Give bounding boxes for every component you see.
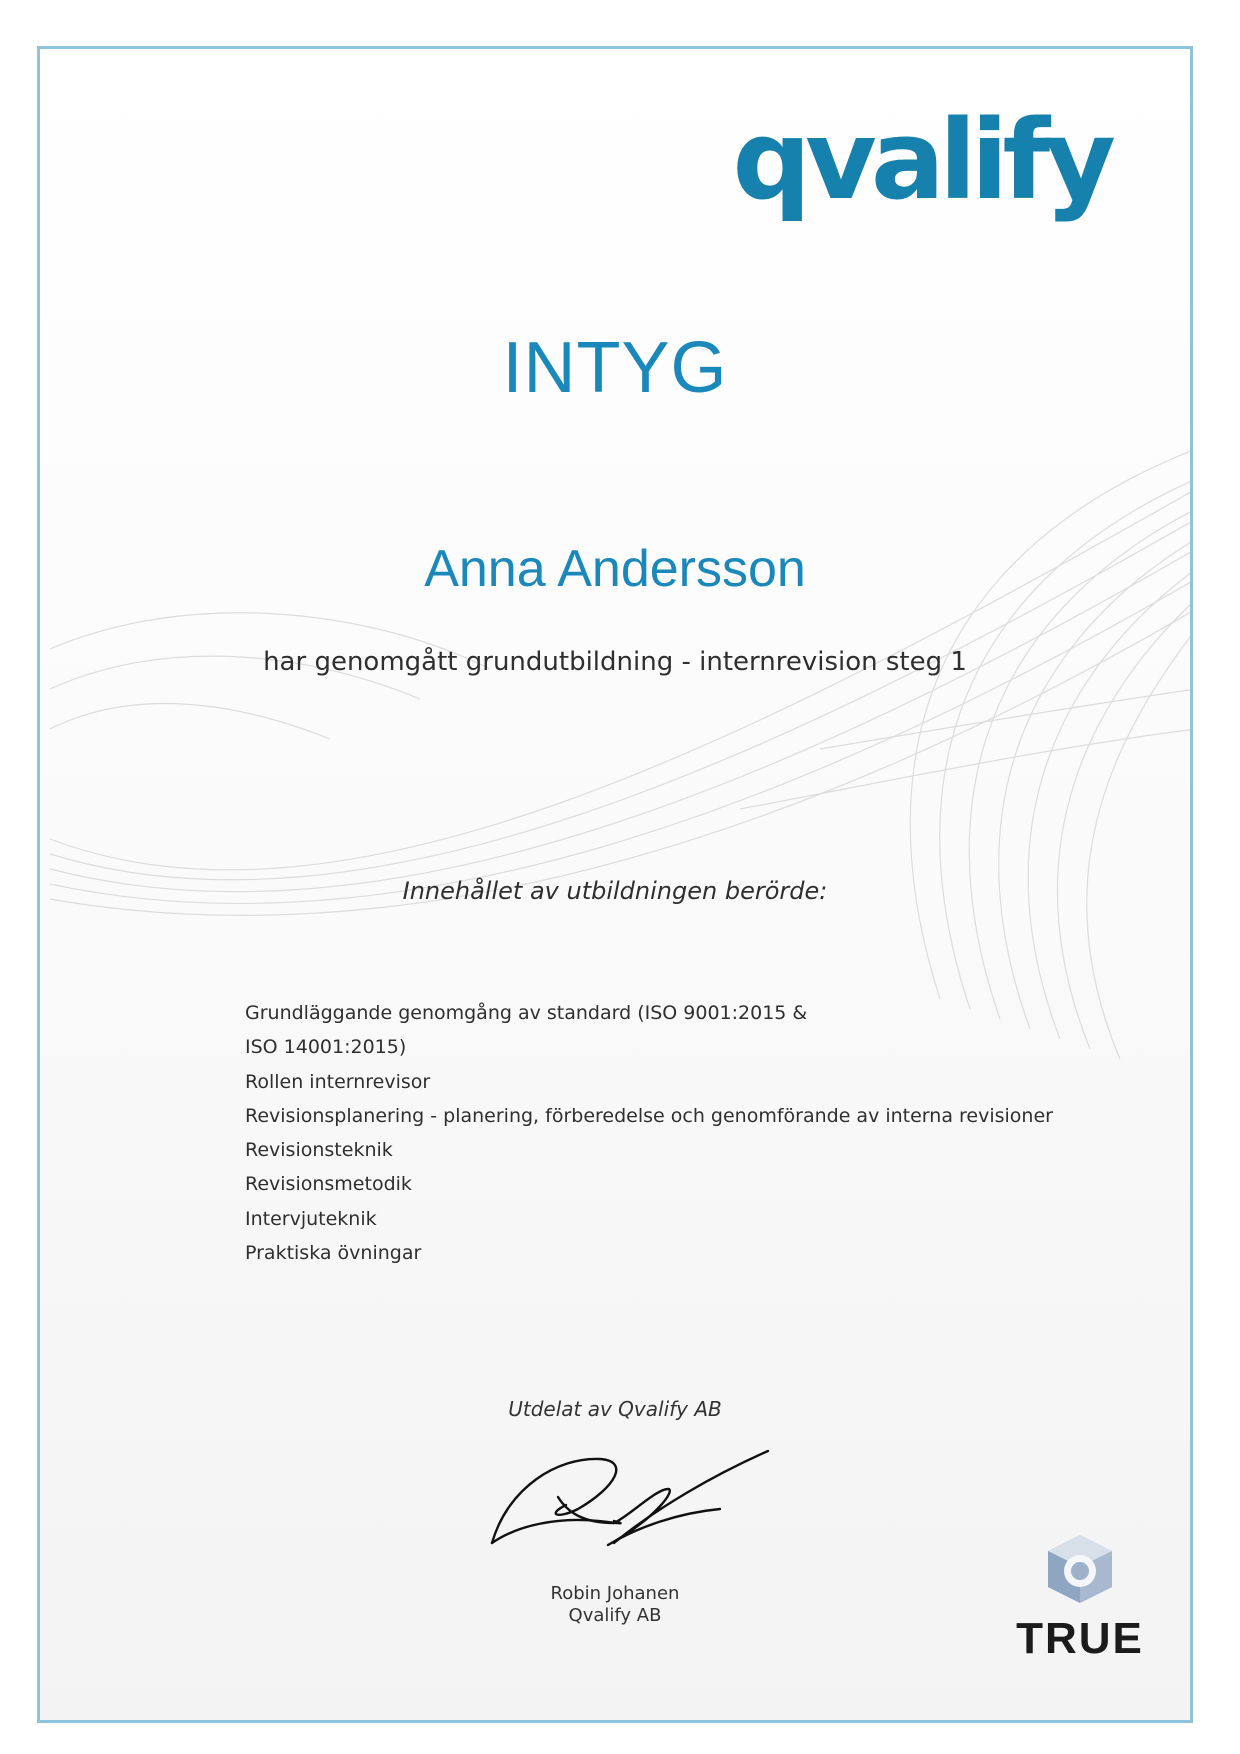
certificate-frame (37, 46, 1193, 1723)
topic-item: Praktiska övningar (245, 1242, 422, 1265)
certificate-title: INTYG (502, 328, 728, 408)
topic-item: Rollen internrevisor (245, 1070, 431, 1093)
recipient-name: Anna Andersson (424, 540, 806, 598)
cube-icon (1042, 1531, 1118, 1607)
topic-item: Revisionsplanering - planering, förberedelse och genomförande av interna revisioner (245, 1104, 1053, 1127)
issued-by: Utdelat av Qvalify AB (508, 1397, 722, 1421)
topic-item: Revisionsmetodik (245, 1173, 412, 1196)
true-badge (990, 1531, 1170, 1661)
completion-statement: har genomgått grundutbildning - internrevision steg 1 (263, 647, 967, 677)
topic-item: Intervjuteknik (245, 1207, 377, 1230)
signatory-company: Qvalify AB (568, 1605, 662, 1626)
handwritten-signature (488, 1417, 788, 1567)
true-label: TRUE (1016, 1614, 1144, 1663)
topic-item: ISO 14001:2015) (245, 1036, 407, 1059)
qvalify-logo: qvalify (732, 96, 1110, 224)
contents-heading: Innehållet av utbildningen berörde: (402, 877, 828, 905)
signatory-name: Robin Johanen (550, 1583, 680, 1604)
topic-item: Grundläggande genomgång av standard (ISO 9001:2015 & (245, 1002, 808, 1024)
topics-list (245, 996, 1065, 1270)
topic-item: Revisionsteknik (245, 1139, 393, 1162)
